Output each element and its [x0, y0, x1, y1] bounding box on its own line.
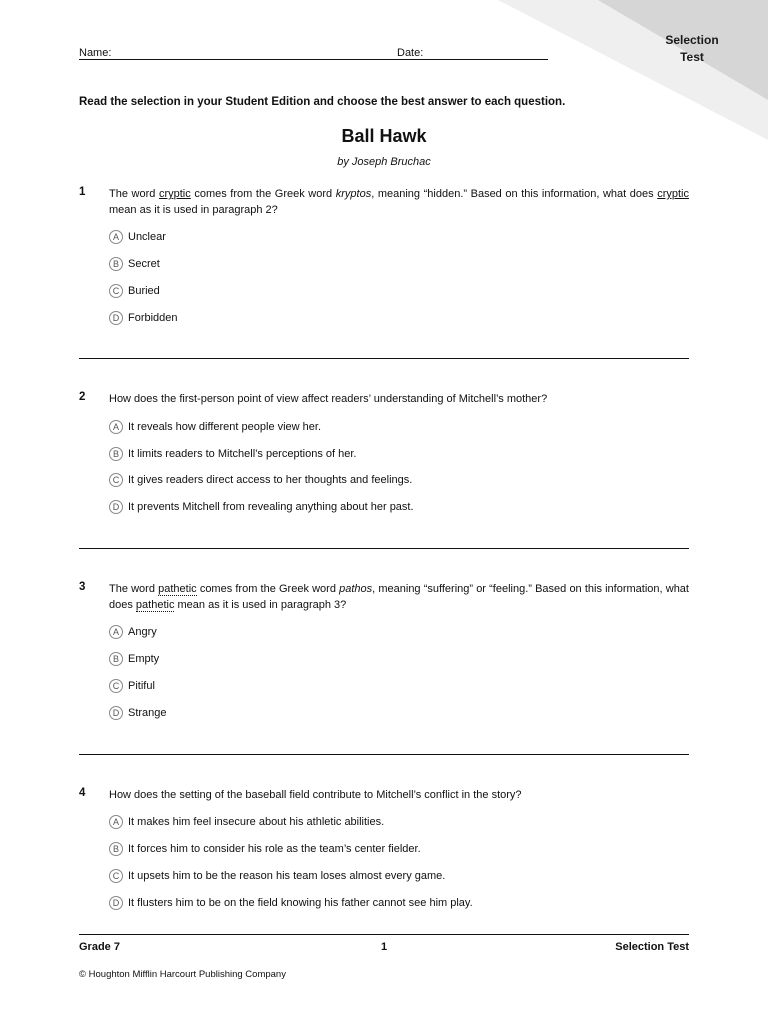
option-text: Angry [128, 626, 157, 638]
footer-test-type: Selection Test [615, 941, 689, 953]
answer-bubble[interactable]: B [109, 842, 123, 856]
answer-option-d[interactable] [109, 498, 414, 516]
option-text: It reveals how different people view her. [128, 421, 322, 433]
page-footer [79, 934, 689, 953]
copyright-notice: © Houghton Mifflin Harcourt Publishing Company [79, 969, 286, 980]
byline: by Joseph Bruchac [337, 156, 431, 168]
answer-option-c[interactable] [109, 282, 160, 300]
answer-option-c[interactable] [109, 867, 445, 885]
question-number: 3 [79, 581, 86, 593]
question-divider [79, 548, 689, 549]
answer-bubble[interactable]: C [109, 679, 123, 693]
answer-option-b[interactable] [109, 840, 421, 858]
option-text: It prevents Mitchell from revealing anything about her past. [128, 501, 414, 513]
option-text: Strange [128, 707, 167, 719]
question-number: 4 [79, 787, 86, 799]
answer-bubble[interactable]: B [109, 447, 123, 461]
selection-title: Ball Hawk [341, 126, 427, 146]
answer-option-c[interactable] [109, 677, 155, 695]
answer-bubble[interactable]: D [109, 311, 123, 325]
answer-bubble[interactable]: D [109, 706, 123, 720]
answer-option-d[interactable] [109, 704, 167, 722]
answer-bubble[interactable]: D [109, 500, 123, 514]
answer-bubble[interactable]: A [109, 230, 123, 244]
answer-option-a[interactable] [109, 813, 384, 831]
question-stem [109, 581, 689, 613]
option-text: It forces him to consider his role as the team’s center fielder. [128, 843, 421, 855]
answer-option-c[interactable] [109, 471, 412, 489]
option-text: Empty [128, 653, 160, 665]
option-text: Forbidden [128, 312, 178, 324]
answer-bubble[interactable]: D [109, 896, 123, 910]
answer-option-d[interactable] [109, 309, 178, 327]
question-divider [79, 358, 689, 359]
question-divider [79, 754, 689, 755]
stem-text: The word [109, 188, 159, 200]
stem-text: , meaning “hidden.” Based on this information, what does [371, 188, 658, 200]
stem-text: The word [109, 583, 159, 595]
date-field-line[interactable] [397, 59, 548, 60]
name-date-row [79, 47, 549, 61]
stem-text: mean as it is used in paragraph 2? [109, 204, 278, 216]
option-text: It limits readers to Mitchell’s perceptions of her. [128, 448, 357, 460]
option-text: Secret [128, 258, 160, 270]
corner-label-line1: Selection [665, 33, 719, 47]
answer-bubble[interactable]: A [109, 625, 123, 639]
stem-text: comes from the Greek word [190, 188, 336, 200]
answer-option-d[interactable] [109, 894, 473, 912]
stem-text: , meaning “suffering” or “feeling.” Based on this information, what does [109, 583, 689, 611]
option-text: It flusters him to be on the field knowing his father cannot see him play. [128, 897, 473, 909]
footer-page-number: 1 [380, 941, 388, 953]
answer-bubble[interactable]: B [109, 257, 123, 271]
option-text: Buried [128, 285, 160, 297]
question-stem: How does the setting of the baseball field contribute to Mitchell’s conflict in the story? [109, 789, 522, 801]
answer-bubble[interactable]: C [109, 284, 123, 298]
vocab-word: cryptic [158, 188, 191, 200]
answer-option-b[interactable] [109, 255, 160, 273]
answer-bubble[interactable]: A [109, 420, 123, 434]
answer-option-a[interactable] [109, 623, 157, 641]
footer-grade: Grade 7 [79, 941, 120, 953]
option-text: It makes him feel insecure about his athletic abilities. [128, 816, 385, 828]
question-stem: How does the first-person point of view affect readers’ understanding of Mitchell’s mother? [109, 393, 548, 405]
corner-decoration [498, 0, 768, 140]
question-number: 2 [79, 391, 86, 403]
answer-bubble[interactable]: C [109, 473, 123, 487]
instructions: Read the selection in your Student Edition and choose the best answer to each question. [79, 96, 566, 108]
greek-word: pathos [339, 583, 373, 595]
answer-bubble[interactable]: B [109, 652, 123, 666]
answer-option-a[interactable] [109, 418, 321, 436]
question-stem [109, 186, 689, 218]
stem-text: comes from the Greek word [196, 583, 340, 595]
answer-bubble[interactable]: A [109, 815, 123, 829]
name-field-line[interactable] [79, 59, 397, 60]
greek-word: kryptos [335, 188, 372, 200]
date-label: Date: [397, 47, 424, 59]
option-text: Unclear [128, 231, 166, 243]
option-text: Pitiful [128, 680, 155, 692]
answer-bubble[interactable]: C [109, 869, 123, 883]
vocab-word: pathetic [135, 599, 175, 611]
option-text: It upsets him to be the reason his team loses almost every game. [128, 870, 446, 882]
test-type-label [640, 32, 744, 66]
question-number: 1 [79, 186, 86, 198]
option-text: It gives readers direct access to her thoughts and feelings. [128, 474, 413, 486]
stem-text: mean as it is used in paragraph 3? [174, 599, 347, 611]
name-label: Name: [79, 47, 112, 59]
vocab-word: pathetic [158, 583, 197, 595]
answer-option-b[interactable] [109, 445, 356, 463]
vocab-word: cryptic [657, 188, 689, 200]
corner-label-line2: Test [680, 50, 704, 64]
answer-option-a[interactable] [109, 228, 166, 246]
answer-option-b[interactable] [109, 650, 159, 668]
